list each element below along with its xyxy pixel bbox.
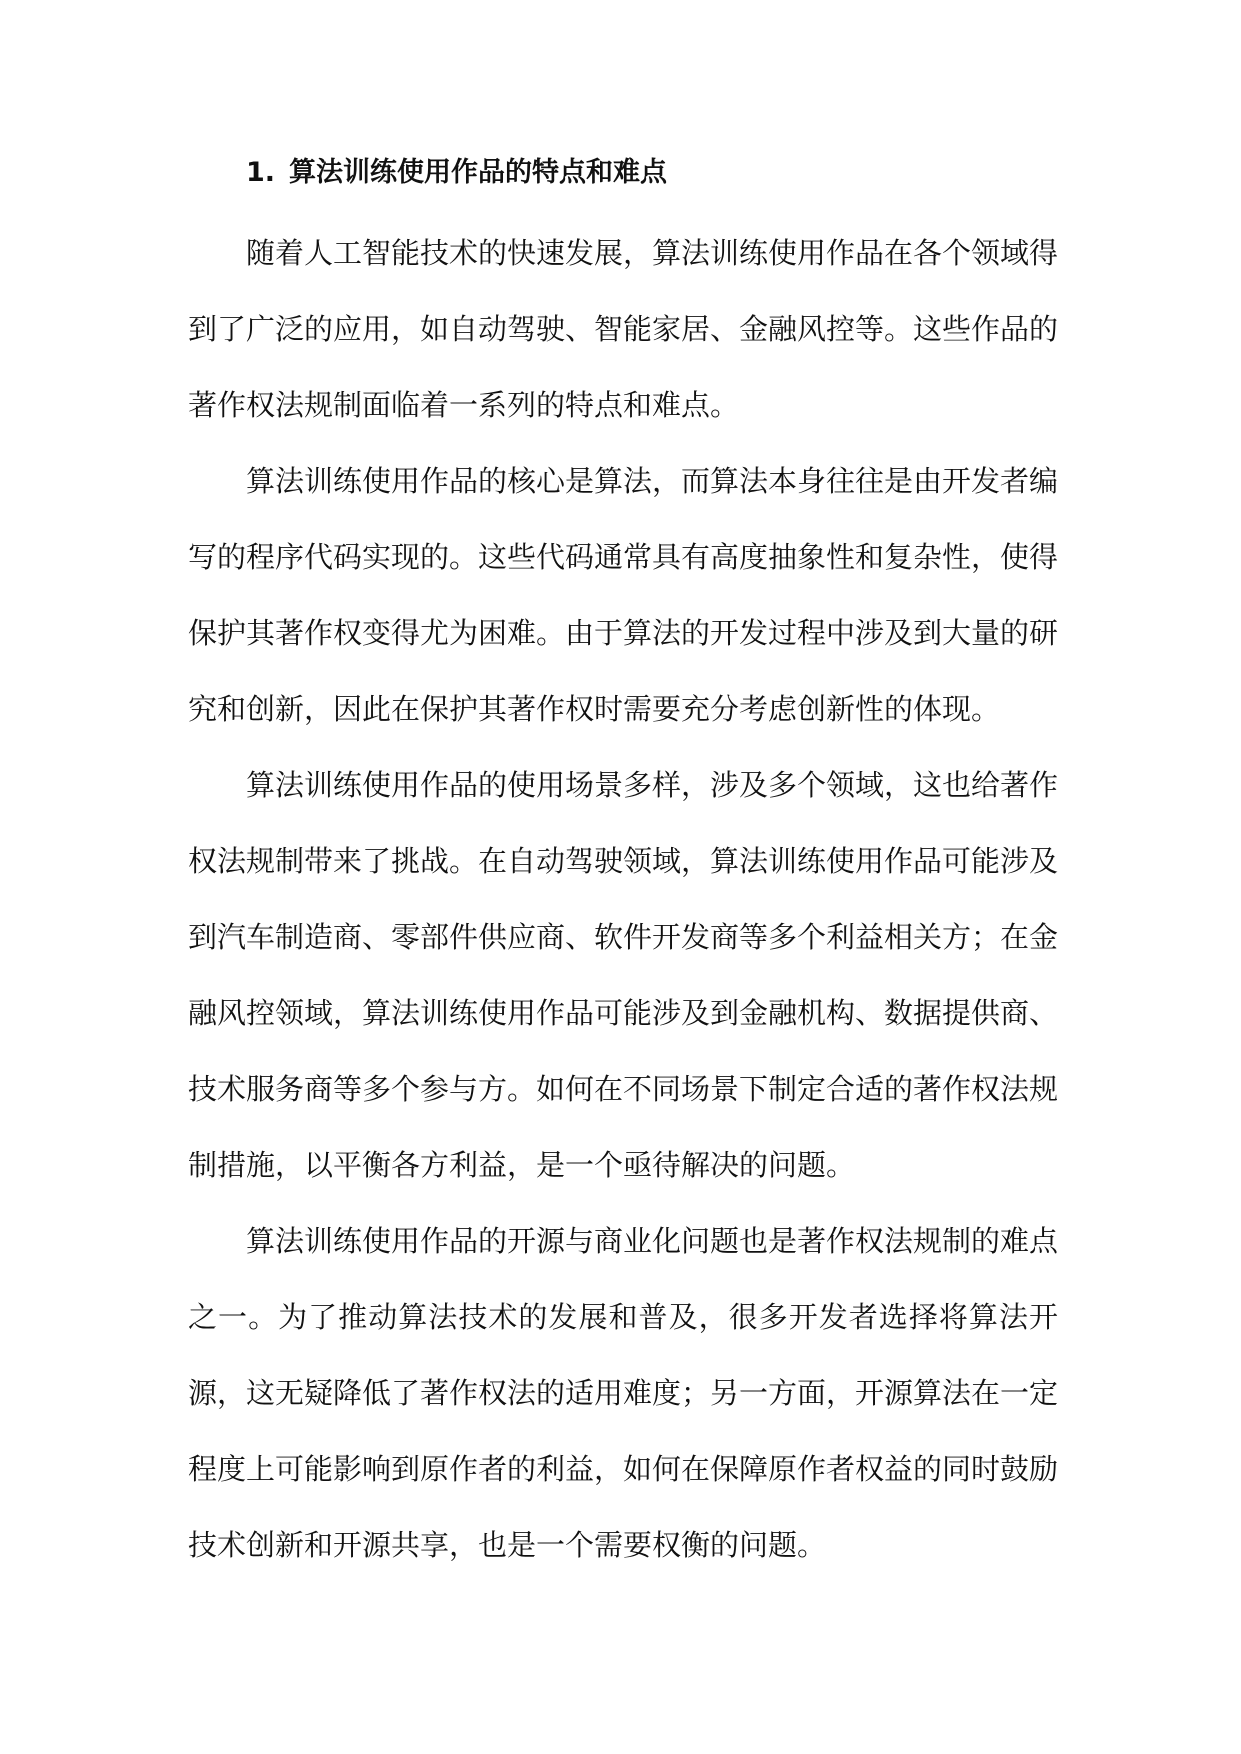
document-body xyxy=(188,148,1058,1583)
section-number: 1. xyxy=(246,157,276,188)
section-heading xyxy=(188,148,1058,198)
paragraph-3: 算法训练使用作品的使用场景多样，涉及多个领域，这也给著作权法规制带来了挑战。在自动驾驶领域，算法训练使用作品可能涉及到汽车制造商、零部件供应商、软件开发商等多个利益相关方；在金融风控领域，算法训练使用作品可能涉及到金融机构、数据提供商、技术服务商等多个参与方。如何在不同场景下制定合适的著作权法规制措施，以平衡各方利益，是一个亟待解决的问题。 xyxy=(188,768,1059,1182)
section-title: 算法训练使用作品的特点和难点 xyxy=(289,157,668,188)
paragraph-4: 算法训练使用作品的开源与商业化问题也是著作权法规制的难点之一。为了推动算法技术的发展和普及，很多开发者选择将算法开源，这无疑降低了著作权法的适用难度；另一方面，开源算法在一定程度上可能影响到原作者的利益，如何在保障原作者权益的同时鼓励技术创新和开源共享，也是一个需要权衡的问题。 xyxy=(188,1224,1059,1562)
paragraph-1: 随着人工智能技术的快速发展，算法训练使用作品在各个领域得到了广泛的应用，如自动驾驶、智能家居、金融风控等。这些作品的著作权法规制面临着一系列的特点和难点。 xyxy=(188,236,1059,422)
paragraph-2: 算法训练使用作品的核心是算法，而算法本身往往是由开发者编写的程序代码实现的。这些代码通常具有高度抽象性和复杂性，使得保护其著作权变得尤为困难。由于算法的开发过程中涉及到大量的研究和创新，因此在保护其著作权时需要充分考虑创新性的体现。 xyxy=(188,464,1059,726)
